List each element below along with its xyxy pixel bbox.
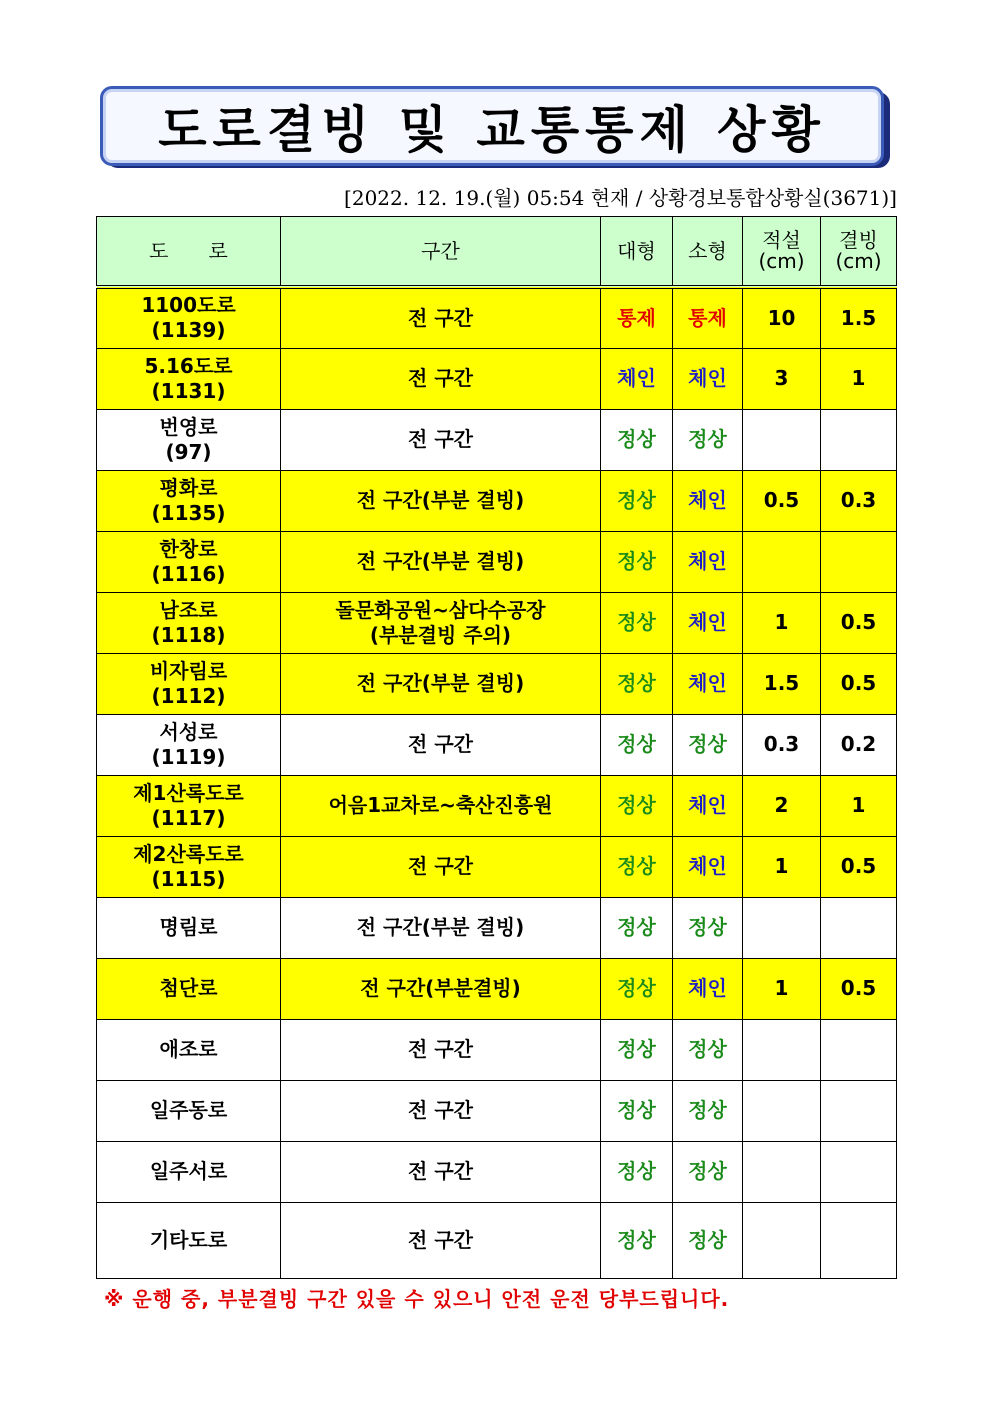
road-cell <box>97 897 281 958</box>
road-number: (1139) <box>151 318 226 343</box>
snow-value: 0.3 <box>763 732 800 756</box>
ice-cell <box>821 348 897 409</box>
snow-value: 0.5 <box>763 488 800 512</box>
road-name: 기타도로 <box>149 1227 228 1252</box>
section-text: 전 구간 <box>408 1037 473 1061</box>
small-status: 정상 <box>688 1159 727 1183</box>
road-name: 번영로 <box>159 414 218 439</box>
snow-cell <box>743 836 821 897</box>
large-vehicle-cell <box>601 714 673 775</box>
road-name: 일주동로 <box>149 1098 228 1122</box>
road-cell <box>97 531 281 592</box>
ice-cell <box>821 592 897 653</box>
road-number: (1118) <box>151 622 226 647</box>
snow-cell <box>743 714 821 775</box>
snow-cell <box>743 1019 821 1080</box>
section-cell <box>281 1141 601 1202</box>
snow-cell <box>743 653 821 714</box>
snow-cell <box>743 592 821 653</box>
large-status: 체인 <box>617 366 656 390</box>
small-status: 체인 <box>688 793 727 817</box>
title-banner <box>100 86 892 170</box>
small-vehicle-cell <box>673 653 743 714</box>
section-cell <box>281 348 601 409</box>
ice-cell <box>821 287 897 348</box>
road-number: (1116) <box>151 561 226 586</box>
ice-value: 0.5 <box>840 671 877 695</box>
ice-cell <box>821 470 897 531</box>
snow-value: 1.5 <box>763 671 800 695</box>
ice-cell <box>821 1019 897 1080</box>
table-body <box>97 287 897 1278</box>
snow-cell <box>743 409 821 470</box>
section-text: 전 구간 <box>408 1227 473 1252</box>
large-status: 정상 <box>617 793 656 817</box>
ice-cell <box>821 1080 897 1141</box>
large-status: 정상 <box>617 488 656 512</box>
small-vehicle-cell <box>673 1080 743 1141</box>
large-status: 정상 <box>617 854 656 878</box>
road-number: (1119) <box>151 744 226 769</box>
road-cell <box>97 592 281 653</box>
snow-cell <box>743 1202 821 1278</box>
section-cell <box>281 531 601 592</box>
snow-cell <box>743 470 821 531</box>
section-cell <box>281 836 601 897</box>
large-vehicle-cell <box>601 287 673 348</box>
large-status: 정상 <box>617 671 656 695</box>
road-name: 남조로 <box>159 597 218 622</box>
road-cell <box>97 287 281 348</box>
road-cell <box>97 1202 281 1278</box>
ice-value: 0.5 <box>840 854 877 878</box>
header-snow-label: 적설 <box>762 228 801 252</box>
small-status: 체인 <box>688 854 727 878</box>
table-row <box>97 592 897 653</box>
road-cell <box>97 409 281 470</box>
snow-value: 3 <box>774 366 789 390</box>
table-row <box>97 287 897 348</box>
road-number: (1112) <box>151 683 226 708</box>
section-cell <box>281 958 601 1019</box>
table-row <box>97 1080 897 1141</box>
snow-cell <box>743 958 821 1019</box>
ice-value: 1 <box>851 366 866 390</box>
table-row <box>97 409 897 470</box>
small-status: 정상 <box>688 427 727 451</box>
section-text: 돌문화공원~삼다수공장 <box>335 597 546 622</box>
header-large: 대형 <box>601 217 673 288</box>
ice-value: 0.5 <box>840 976 877 1000</box>
small-vehicle-cell <box>673 1141 743 1202</box>
road-name: 명림로 <box>159 915 218 939</box>
header-ice-label: 결빙 <box>839 228 878 252</box>
small-vehicle-cell <box>673 348 743 409</box>
section-text: 전 구간 <box>408 1098 473 1122</box>
large-vehicle-cell <box>601 1019 673 1080</box>
small-vehicle-cell <box>673 958 743 1019</box>
road-name: 1100도로 <box>141 293 236 318</box>
section-cell <box>281 1019 601 1080</box>
section-note: (부분결빙 주의) <box>369 622 512 647</box>
small-status: 체인 <box>688 671 727 695</box>
large-vehicle-cell <box>601 409 673 470</box>
road-cell <box>97 470 281 531</box>
table-header-row <box>97 217 897 288</box>
table-row <box>97 897 897 958</box>
snow-value: 1 <box>774 854 789 878</box>
table-row <box>97 775 897 836</box>
ice-cell <box>821 1202 897 1278</box>
section-text: 전 구간 <box>408 732 473 756</box>
small-vehicle-cell <box>673 470 743 531</box>
header-section: 구간 <box>281 217 601 288</box>
ice-cell <box>821 958 897 1019</box>
large-vehicle-cell <box>601 531 673 592</box>
table-row <box>97 958 897 1019</box>
road-name: 제2산록도로 <box>133 841 244 866</box>
section-text: 전 구간(부분 결빙) <box>356 549 525 573</box>
section-text: 전 구간 <box>408 366 473 390</box>
large-status: 정상 <box>617 732 656 756</box>
ice-cell <box>821 897 897 958</box>
large-status: 정상 <box>617 549 656 573</box>
section-text: 전 구간 <box>408 854 473 878</box>
snow-cell <box>743 1141 821 1202</box>
road-name: 평화로 <box>159 475 218 500</box>
section-cell <box>281 287 601 348</box>
road-number: (1131) <box>151 378 226 403</box>
table-row <box>97 836 897 897</box>
road-name: 서성로 <box>159 719 218 744</box>
road-name: 첨단로 <box>159 976 218 1000</box>
large-vehicle-cell <box>601 470 673 531</box>
header-snow-unit: (cm) <box>758 249 805 273</box>
snow-value: 2 <box>774 793 789 817</box>
ice-value: 0.5 <box>840 610 877 634</box>
large-vehicle-cell <box>601 1080 673 1141</box>
snow-cell <box>743 775 821 836</box>
section-text: 전 구간 <box>408 1159 473 1183</box>
road-number: (97) <box>165 439 212 464</box>
table-row <box>97 1019 897 1080</box>
large-vehicle-cell <box>601 592 673 653</box>
section-text: 전 구간(부분 결빙) <box>356 915 525 939</box>
large-status: 정상 <box>617 427 656 451</box>
small-vehicle-cell <box>673 1019 743 1080</box>
small-vehicle-cell <box>673 592 743 653</box>
snow-value: 1 <box>774 610 789 634</box>
road-number: (1115) <box>151 866 226 891</box>
report-timestamp: [2022. 12. 19.(월) 05:54 현재 / 상황경보통합상황실(3671)] <box>344 186 897 210</box>
small-status: 통제 <box>688 305 727 330</box>
small-vehicle-cell <box>673 1202 743 1278</box>
section-cell <box>281 470 601 531</box>
road-cell <box>97 653 281 714</box>
snow-cell <box>743 1080 821 1141</box>
ice-cell <box>821 653 897 714</box>
page-title: 도로결빙 및 교통통제 상황 <box>158 101 826 159</box>
small-vehicle-cell <box>673 409 743 470</box>
road-number: (1135) <box>151 500 226 525</box>
large-vehicle-cell <box>601 348 673 409</box>
large-vehicle-cell <box>601 958 673 1019</box>
road-number: (1117) <box>151 805 226 830</box>
large-status: 정상 <box>617 610 656 634</box>
safety-note: ※ 운행 중, 부분결빙 구간 있을 수 있으니 안전 운전 당부드립니다. <box>104 1287 730 1311</box>
large-status: 정상 <box>617 1159 656 1183</box>
large-status: 정상 <box>617 1227 656 1252</box>
table-row <box>97 470 897 531</box>
ice-value: 1.5 <box>840 305 877 330</box>
section-cell <box>281 1080 601 1141</box>
header-small: 소형 <box>673 217 743 288</box>
small-vehicle-cell <box>673 836 743 897</box>
large-vehicle-cell <box>601 1202 673 1278</box>
ice-value: 0.3 <box>840 488 877 512</box>
large-vehicle-cell <box>601 897 673 958</box>
small-status: 정상 <box>688 915 727 939</box>
large-vehicle-cell <box>601 775 673 836</box>
small-status: 정상 <box>688 1037 727 1061</box>
snow-value: 10 <box>767 305 796 330</box>
small-status: 체인 <box>688 488 727 512</box>
road-status-table <box>96 216 897 1279</box>
section-text: 전 구간(부분결빙) <box>360 976 521 1000</box>
ice-cell <box>821 409 897 470</box>
ice-value: 1 <box>851 793 866 817</box>
large-vehicle-cell <box>601 1141 673 1202</box>
header-ice-unit: (cm) <box>835 249 882 273</box>
large-status: 정상 <box>617 915 656 939</box>
large-vehicle-cell <box>601 836 673 897</box>
table-row <box>97 531 897 592</box>
table-row <box>97 714 897 775</box>
road-name: 비자림로 <box>149 658 228 683</box>
small-vehicle-cell <box>673 287 743 348</box>
road-name: 5.16도로 <box>144 353 233 378</box>
small-status: 정상 <box>688 1227 727 1252</box>
road-cell <box>97 958 281 1019</box>
road-cell <box>97 348 281 409</box>
ice-cell <box>821 531 897 592</box>
ice-cell <box>821 836 897 897</box>
title-box <box>100 86 884 166</box>
section-cell <box>281 409 601 470</box>
table-row <box>97 1202 897 1278</box>
section-cell <box>281 775 601 836</box>
small-status: 정상 <box>688 732 727 756</box>
section-cell <box>281 897 601 958</box>
road-cell <box>97 1019 281 1080</box>
road-name: 한창로 <box>159 536 218 561</box>
header-ice <box>821 217 897 288</box>
section-text: 전 구간 <box>408 305 473 330</box>
small-status: 체인 <box>688 549 727 573</box>
section-text: 전 구간(부분 결빙) <box>356 488 525 512</box>
large-status: 정상 <box>617 1098 656 1122</box>
section-cell <box>281 714 601 775</box>
table-row <box>97 1141 897 1202</box>
small-vehicle-cell <box>673 531 743 592</box>
section-cell <box>281 592 601 653</box>
ice-cell <box>821 775 897 836</box>
snow-cell <box>743 531 821 592</box>
ice-value: 0.2 <box>840 732 877 756</box>
snow-cell <box>743 348 821 409</box>
small-vehicle-cell <box>673 775 743 836</box>
ice-cell <box>821 1141 897 1202</box>
section-cell <box>281 1202 601 1278</box>
small-status: 체인 <box>688 610 727 634</box>
header-snow <box>743 217 821 288</box>
road-name: 일주서로 <box>149 1159 228 1183</box>
snow-cell <box>743 287 821 348</box>
large-vehicle-cell <box>601 653 673 714</box>
section-text: 어음1교차로~축산진흥원 <box>328 793 553 817</box>
snow-value: 1 <box>774 976 789 1000</box>
header-road: 도 로 <box>97 217 281 288</box>
small-vehicle-cell <box>673 714 743 775</box>
small-status: 정상 <box>688 1098 727 1122</box>
small-status: 체인 <box>688 976 727 1000</box>
table-row <box>97 653 897 714</box>
road-cell <box>97 1141 281 1202</box>
large-status: 정상 <box>617 1037 656 1061</box>
snow-cell <box>743 897 821 958</box>
road-cell <box>97 714 281 775</box>
small-status: 체인 <box>688 366 727 390</box>
large-status: 통제 <box>617 305 656 330</box>
section-text: 전 구간(부분 결빙) <box>356 671 525 695</box>
table-row <box>97 348 897 409</box>
large-status: 정상 <box>617 976 656 1000</box>
road-cell <box>97 1080 281 1141</box>
road-cell <box>97 775 281 836</box>
road-name: 제1산록도로 <box>133 780 244 805</box>
small-vehicle-cell <box>673 897 743 958</box>
ice-cell <box>821 714 897 775</box>
section-cell <box>281 653 601 714</box>
section-text: 전 구간 <box>408 427 473 451</box>
road-cell <box>97 836 281 897</box>
road-name: 애조로 <box>159 1037 218 1061</box>
